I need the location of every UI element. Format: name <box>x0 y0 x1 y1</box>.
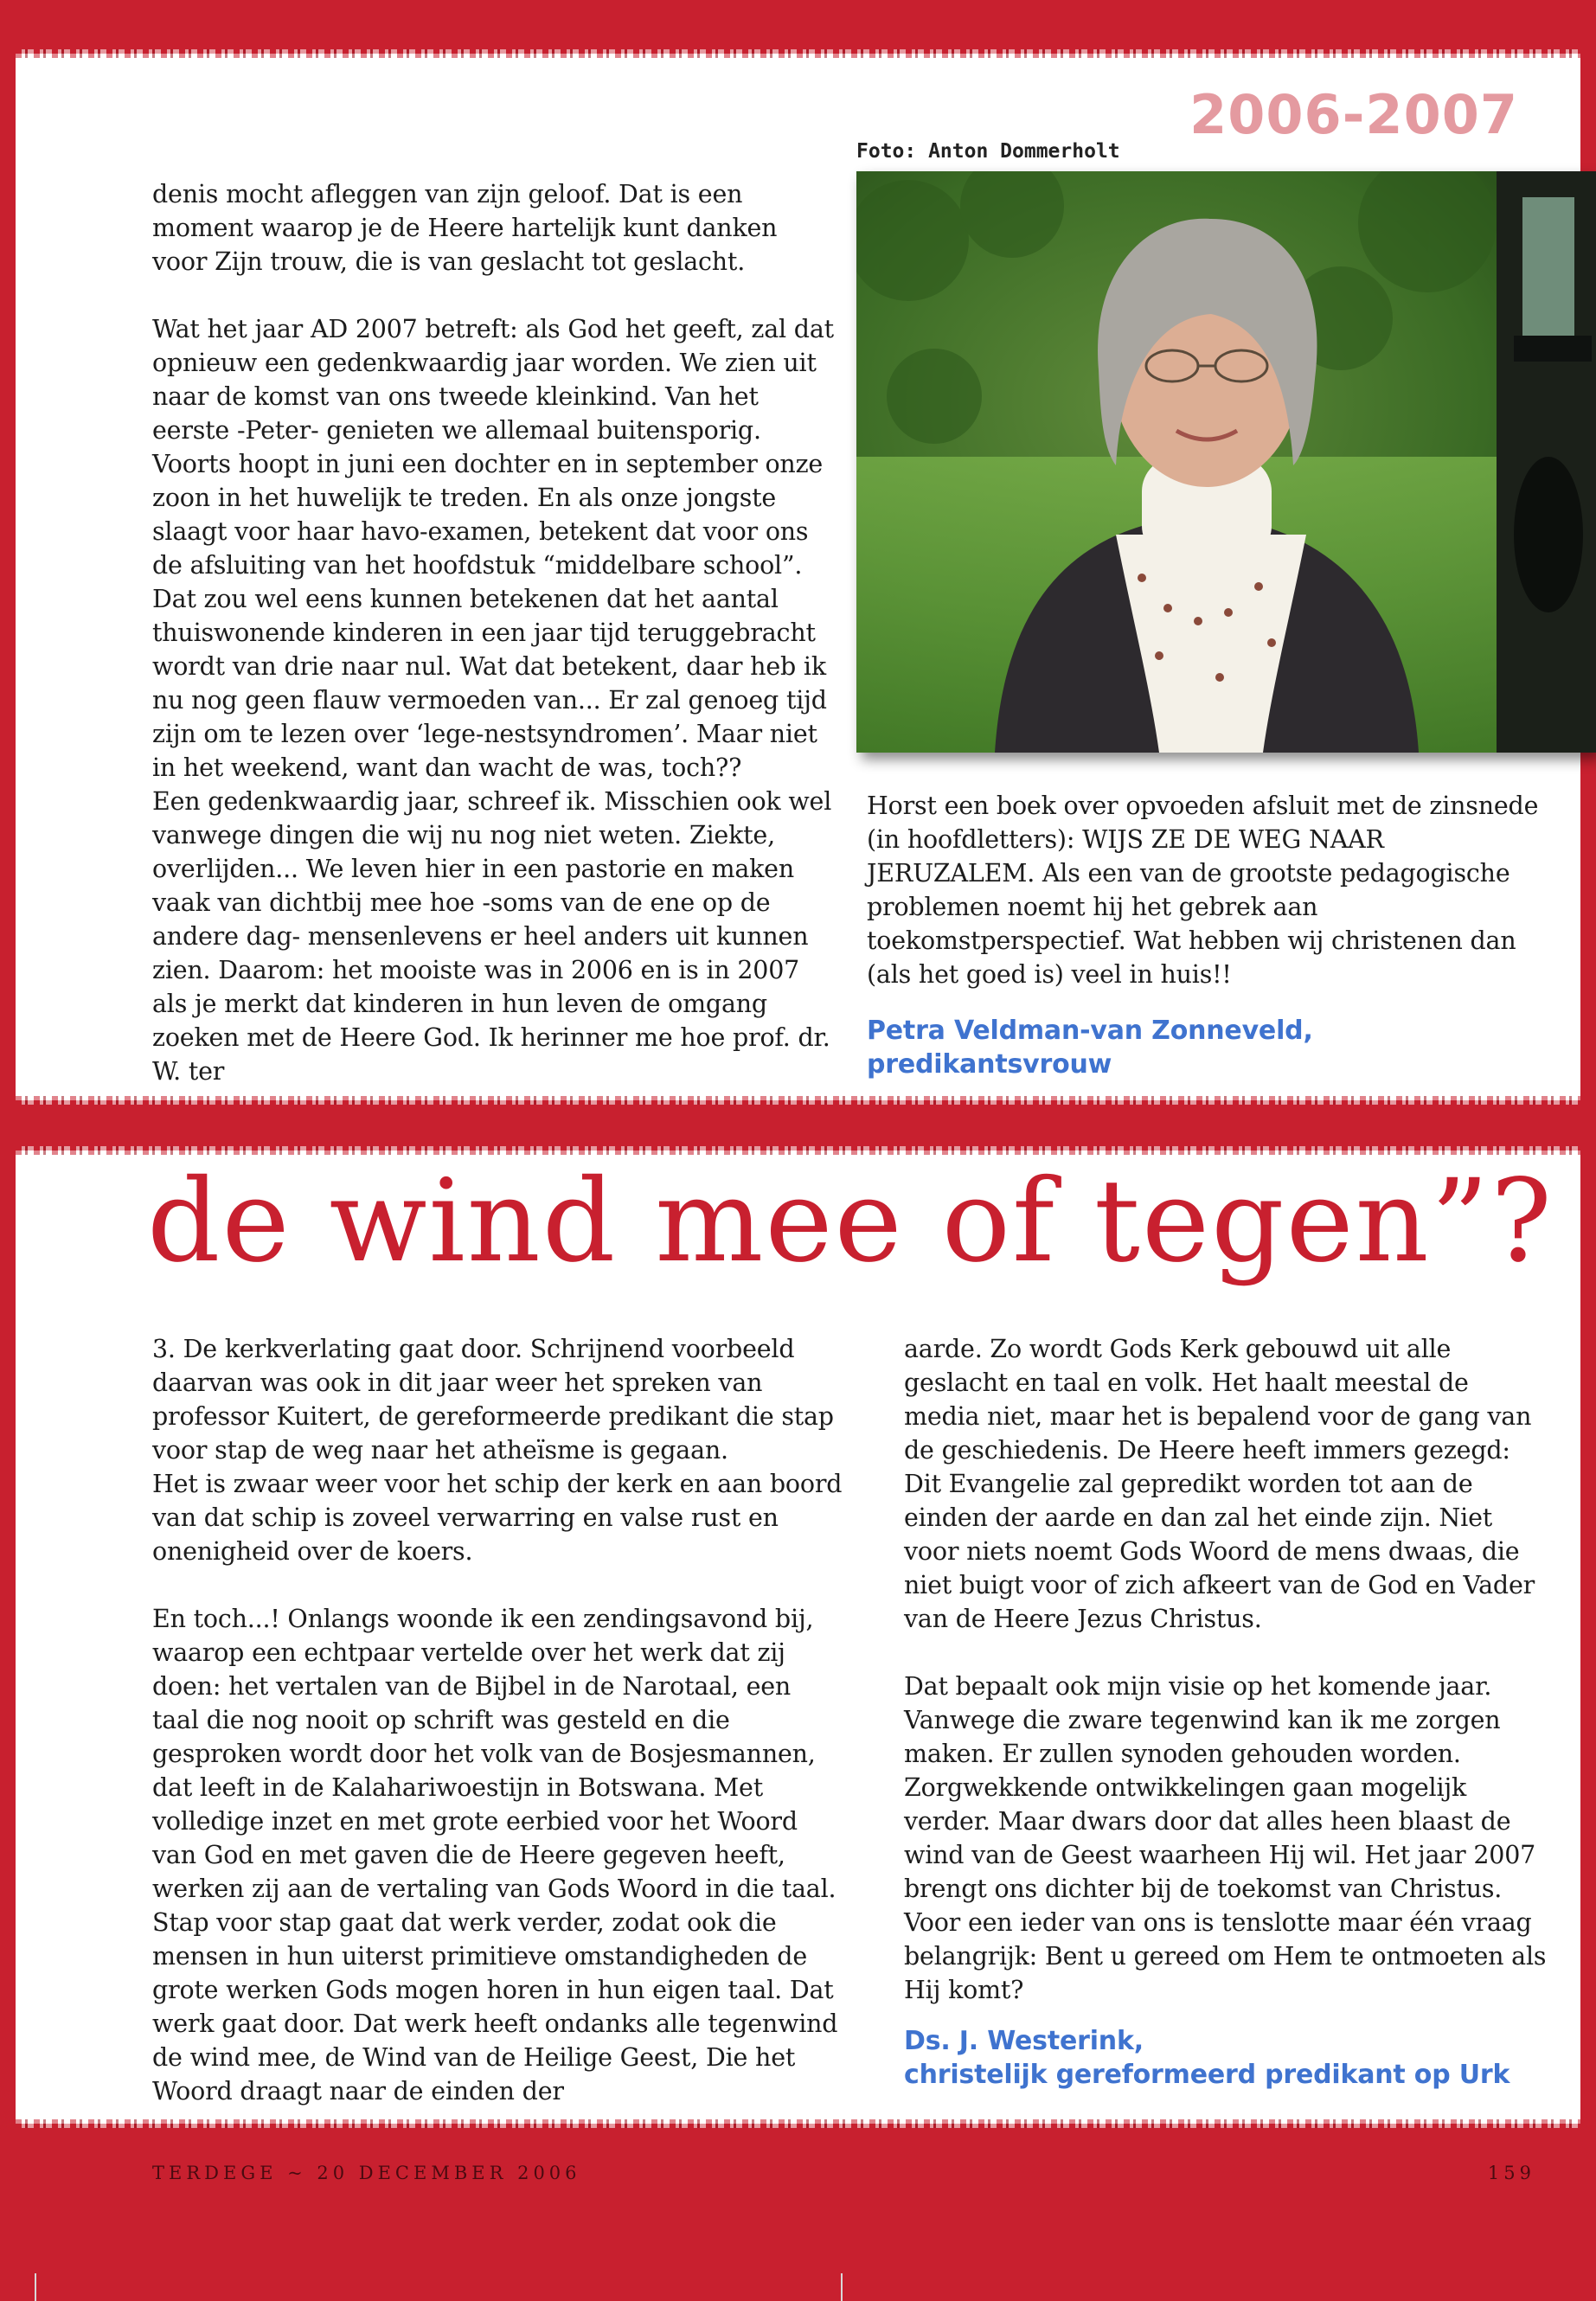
torn-edge-top <box>16 1146 1580 1155</box>
crop-mark <box>35 2273 36 2301</box>
article-headline: de wind mee of tegen”? <box>147 1155 1554 1288</box>
magazine-issue: TERDEGE ~ 20 DECEMBER 2006 <box>152 2163 581 2183</box>
paragraph: En toch...! Onlangs woonde ik een zendingsavond bij, waarop een echtpaar vertelde over het werk dat zij doen: het vertalen van de Bijbel in de Narotaal, een taal die nog nooit op schrift was gesteld en die gesproken wordt door het volk van de Bosjesmannen, dat leeft in de Kalahariwoestijn in Botswana. Met volledige inzet en met grote eerbied voor het Woord van God en met gaven die de Heere gegeven heeft, werken zij aan de vertaling van Gods Woord in die taal. Stap voor stap gaat dat werk verder, zodat ook die mensen in hun uiterst primitieve omstandigheden de grote werken Gods mogen horen in hun eigen taal. Dat werk gaat door. Dat werk heeft ondanks alle tegenwind de wind mee, de Wind van de Heilige Geest, Die het Woord draagt naar de einden der <box>152 1605 838 2106</box>
paragraph: Een gedenkwaardig jaar, schreef ik. Misschien ook wel vanwege dingen die wij nu nog niet weten. Ziekte, overlijden... We leven hier in een pastorie en maken vaak van dichtbij mee hoe -soms van de ene op de andere dag- mensenlevens er heel anders uit kunnen zien. Daarom: het mooiste was in 2006 en is in 2007 als je merkt dat kinderen in hun leven de omgang zoeken met de Heere God. Ik herinner me hoe prof. dr. W. ter <box>152 787 832 1086</box>
torn-edge-top <box>16 49 1580 58</box>
torn-edge-bottom <box>16 2119 1580 2128</box>
torn-edge-bottom <box>16 1096 1580 1105</box>
author-name: Petra Veldman-van Zonneveld, <box>867 1016 1313 1046</box>
paragraph: Dat bepaalt ook mijn visie op het komende jaar. Vanwege die zware tegenwind kan ik me zorgen maken. Er zullen synoden gehouden worden. Zorgwekkende ontwikkelingen gaan mogelijk verder. Maar dwars door dat alles heen blaast de wind van de Geest waarheen Hij wil. Het jaar 2007 brengt ons dichter bij de toekomst van Christus. Voor een ieder van ons is tenslotte maar één vraag belangrijk: Bent u gereed om Hem te ontmoeten als Hij komt? <box>904 1672 1547 2004</box>
author-name: Ds. J. Westerink, <box>904 2026 1144 2056</box>
paragraph: 3. De kerkverlating gaat door. Schrijnend voorbeeld daarvan was ook in dit jaar weer het spreken van professor Kuitert, de gereformeerde predikant die stap voor stap de weg naar het atheïsme is gegaan. <box>152 1335 834 1465</box>
top-right-column <box>867 789 1550 1081</box>
page-number: 159 <box>1487 2163 1535 2183</box>
crop-mark <box>841 2273 843 2301</box>
paragraph: denis mocht afleggen van zijn geloof. Dat is een moment waarop je de Heere hartelijk kunt danken voor Zijn trouw, die is van geslacht tot geslacht. <box>152 180 778 276</box>
paragraph: Wat het jaar AD 2007 betreft: als God het geeft, zal dat opnieuw een gedenkwaardig jaar worden. We zien uit naar de komst van ons tweede kleinkind. Van het eerste -Peter- genieten we allemaal buitensporig. Voorts hoopt in juni een dochter en in september onze zoon in het huwelijk te treden. En als onze jongste slaagt voor haar havo-examen, betekent dat voor ons de afsluiting van het hoofdstuk “middelbare school”. Dat zou wel eens kunnen betekenen dat het aantal thuiswonende kinderen in een jaar tijd teruggebracht wordt van drie naar nul. Wat dat betekent, daar heb ik nu nog geen flauw vermoeden van... Er zal genoeg tijd zijn om te lezen over ‘lege-nestsyndromen’. Maar niet in het weekend, want dan wacht de was, toch?? <box>152 315 834 782</box>
bottom-right-column <box>904 1332 1548 2092</box>
paragraph: Het is zwaar weer voor het schip der kerk en aan boord van dat schip is zoveel verwarring en valse rust en onenigheid over de koers. <box>152 1470 843 1566</box>
year-header: 2006-2007 <box>1189 83 1518 146</box>
top-left-column <box>152 177 836 1088</box>
author-role: christelijk gereformeerd predikant op Urk <box>904 2060 1510 2090</box>
photo-credit: Foto: Anton Dommerholt <box>856 140 1120 163</box>
paragraph: Horst een boek over opvoeden afsluit met de zinsnede (in hoofdletters): WIJS ZE DE WEG NAAR JERUZALEM. Als een van de grootste pedagogische problemen noemt hij het gebrek aan toekomstperspectief. Wat hebben wij christenen dan (als het goed is) veel in huis!! <box>867 792 1539 989</box>
paragraph: aarde. Zo wordt Gods Kerk gebouwd uit alle geslacht en taal en volk. Het haalt meestal de media niet, maar het is bepalend voor de gang van de geschiedenis. De Heere heeft immers gezegd: Dit Evangelie zal gepredikt worden tot aan de einden der aarde en dan zal het einde zijn. Niet voor niets noemt Gods Woord de mens dwaas, die niet buigt voor of zich afkeert van de God en Vader van de Heere Jezus Christus. <box>904 1335 1535 1633</box>
bottom-left-column <box>152 1332 844 2108</box>
author-role: predikantsvrouw <box>867 1049 1112 1080</box>
portrait-photo <box>856 171 1596 753</box>
